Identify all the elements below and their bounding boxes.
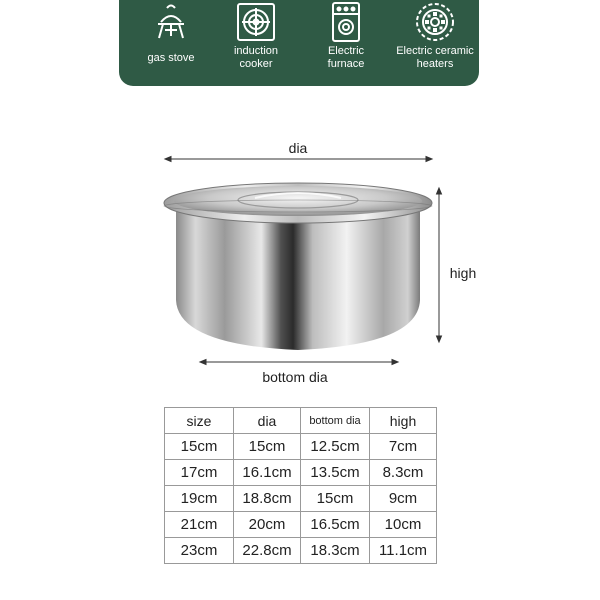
header-bottom-dia: bottom dia — [301, 408, 370, 434]
feature-label: Electric ceramic — [396, 45, 474, 57]
cell-size: 15cm — [165, 434, 234, 460]
table-header-row — [165, 408, 437, 434]
table-row — [165, 434, 437, 460]
feature-label: induction — [233, 45, 279, 57]
header-dia: dia — [234, 408, 301, 434]
dia-label: dia — [288, 140, 308, 156]
bottom-dia-label: bottom dia — [262, 369, 328, 385]
table-row — [165, 512, 437, 538]
header-high: high — [370, 408, 437, 434]
size-table — [164, 407, 437, 564]
cell-bottom-dia: 16.5cm — [301, 512, 370, 538]
feature-label: gas stove — [147, 52, 195, 64]
header-size: size — [165, 408, 234, 434]
cell-high: 10cm — [370, 512, 437, 538]
feature-label: Electric — [327, 45, 365, 57]
cell-high: 11.1cm — [370, 538, 437, 564]
cell-bottom-dia: 12.5cm — [301, 434, 370, 460]
cell-dia: 18.8cm — [234, 486, 301, 512]
feature-label: furnace — [327, 58, 365, 70]
cell-high: 9cm — [370, 486, 437, 512]
high-label: high — [449, 265, 477, 281]
cell-bottom-dia: 15cm — [301, 486, 370, 512]
feature-label: cooker — [239, 58, 273, 70]
cell-high: 8.3cm — [370, 460, 437, 486]
table-row — [165, 486, 437, 512]
cell-size: 21cm — [165, 512, 234, 538]
cell-dia: 22.8cm — [234, 538, 301, 564]
cell-high: 7cm — [370, 434, 437, 460]
cell-dia: 15cm — [234, 434, 301, 460]
table-row — [165, 538, 437, 564]
cell-dia: 16.1cm — [234, 460, 301, 486]
cell-size: 17cm — [165, 460, 234, 486]
cell-size: 23cm — [165, 538, 234, 564]
table-row — [165, 460, 437, 486]
feature-label: heaters — [416, 58, 454, 70]
cell-bottom-dia: 18.3cm — [301, 538, 370, 564]
cell-size: 19cm — [165, 486, 234, 512]
cell-dia: 20cm — [234, 512, 301, 538]
cell-bottom-dia: 13.5cm — [301, 460, 370, 486]
